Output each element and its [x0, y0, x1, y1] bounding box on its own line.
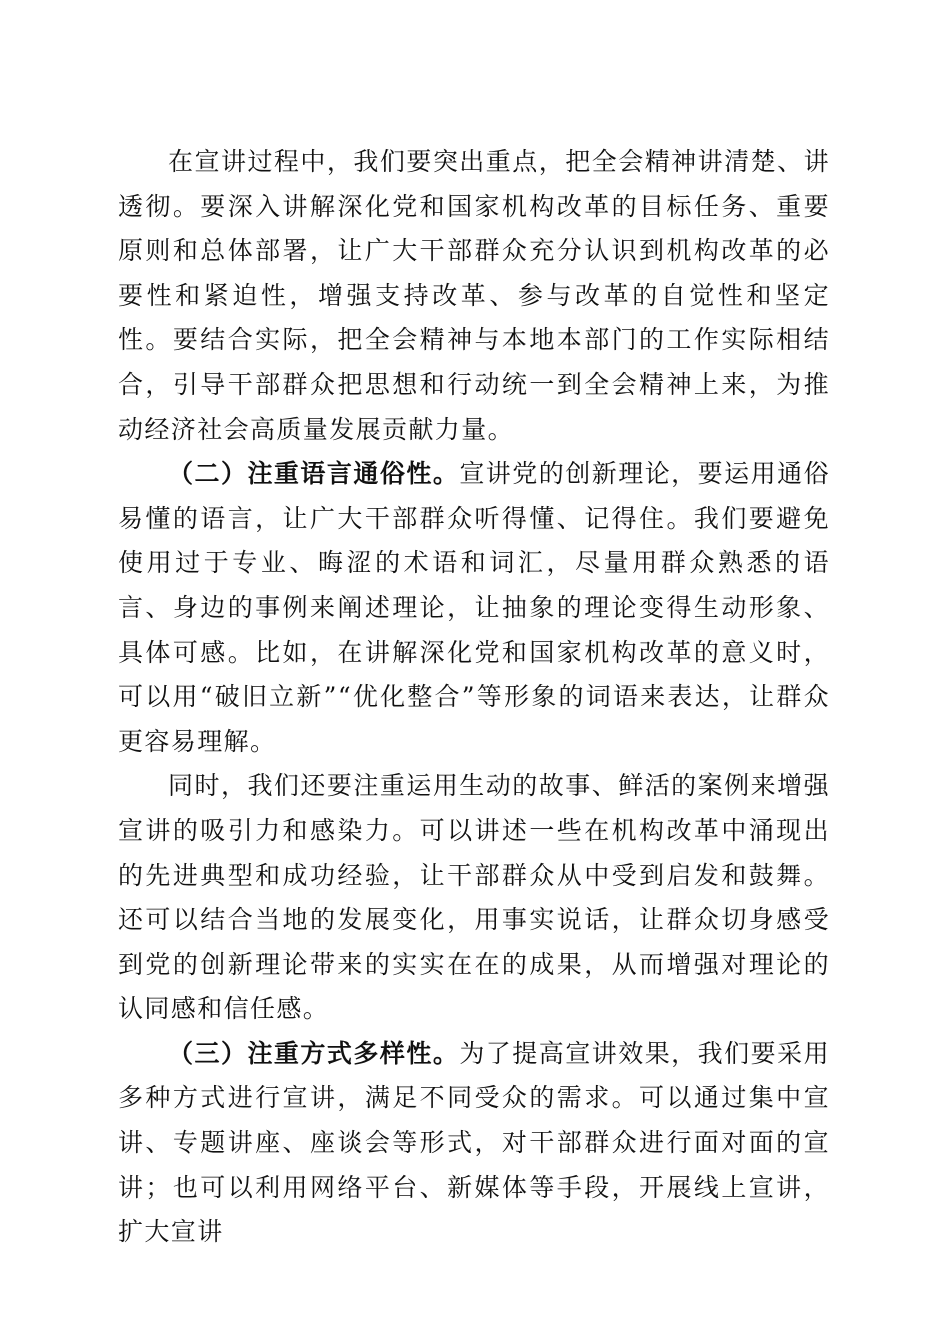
paragraph-heading: （三）注重方式多样性。 — [168, 1038, 460, 1068]
paragraph-text: 在宣讲过程中，我们要突出重点，把全会精神讲清楚、讲透彻。要深入讲解深化党和国家机构改革的目标任务、重要原则和总体部署，让广大干部群众充分认识到机构改革的必要性和紧迫性，增强支持改革、参与改革的自觉性和坚定性。要结合实际，把全会精神与本地本部门的工作实际相结合，引导干部群众把思想和行动统一到全会精神上来，为推动经济社会高质量发展贡献力量。 — [118, 147, 830, 444]
paragraph-stories-cases — [118, 764, 830, 1032]
paragraph-text: 同时，我们还要注重运用生动的故事、鲜活的案例来增强宣讲的吸引力和感染力。可以讲述一些在机构改革中涌现出的先进典型和成功经验，让干部群众从中受到启发和鼓舞。还可以结合当地的发展变化，用事实说话，让群众切身感受到党的创新理论带来的实实在在的成果，从而增强对理论的认同感和信任感。 — [118, 771, 830, 1024]
paragraph-text: 宣讲党的创新理论，要运用通俗易懂的语言，让广大干部群众听得懂、记得住。我们要避免使用过于专业、晦涩的术语和词汇，尽量用群众熟悉的语言、身边的事例来阐述理论，让抽象的理论变得生动形象、具体可感。比如，在讲解深化党和国家机构改革的意义时，可以用“破旧立新”“优化整合”等形象的词语来表达，让群众更容易理解。 — [118, 459, 830, 756]
paragraph-method-diversity — [118, 1032, 830, 1255]
paragraph-heading: （二）注重语言通俗性。 — [168, 459, 460, 489]
paragraph-language-accessibility — [118, 452, 830, 764]
paragraph-key-points — [118, 140, 830, 452]
document-body — [118, 140, 830, 1255]
paragraph-text: 为了提高宣讲效果，我们要采用多种方式进行宣讲，满足不同受众的需求。可以通过集中宣讲、专题讲座、座谈会等形式，对干部群众进行面对面的宣讲；也可以利用网络平台、新媒体等手段，开展线上宣讲，扩大宣讲 — [118, 1038, 830, 1247]
